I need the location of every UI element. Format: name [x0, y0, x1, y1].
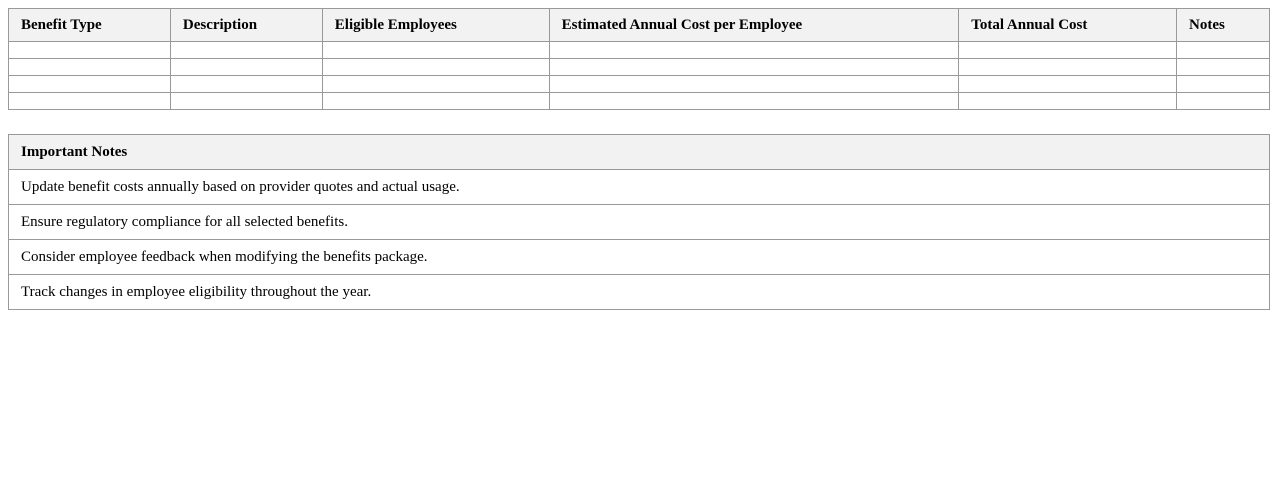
- note-text: Ensure regulatory compliance for all selected benefits.: [9, 205, 1270, 240]
- table-row: [9, 76, 1270, 93]
- table-row: [9, 42, 1270, 59]
- table-cell: [322, 42, 549, 59]
- table-cell: [959, 93, 1177, 110]
- table-cell: [322, 59, 549, 76]
- table-cell: [549, 76, 959, 93]
- table-cell: [549, 93, 959, 110]
- table-cell: [170, 59, 322, 76]
- important-notes-table: [8, 134, 1270, 310]
- table-cell: [9, 76, 171, 93]
- notes-heading: Important Notes: [9, 135, 1270, 170]
- header-cost-per-employee: Estimated Annual Cost per Employee: [549, 9, 959, 42]
- table-cell: [1177, 59, 1270, 76]
- table-cell: [1177, 93, 1270, 110]
- header-description: Description: [170, 9, 322, 42]
- note-text: Update benefit costs annually based on provider quotes and actual usage.: [9, 170, 1270, 205]
- table-cell: [549, 42, 959, 59]
- header-notes: Notes: [1177, 9, 1270, 42]
- table-row: [9, 93, 1270, 110]
- table-cell: [9, 93, 171, 110]
- table-cell: [9, 59, 171, 76]
- note-text: Consider employee feedback when modifying the benefits package.: [9, 240, 1270, 275]
- list-item: [9, 240, 1270, 275]
- table-cell: [9, 42, 171, 59]
- table-cell: [1177, 42, 1270, 59]
- table-cell: [170, 93, 322, 110]
- header-total-annual-cost: Total Annual Cost: [959, 9, 1177, 42]
- list-item: [9, 205, 1270, 240]
- header-benefit-type: Benefit Type: [9, 9, 171, 42]
- table-cell: [959, 59, 1177, 76]
- table-cell: [322, 76, 549, 93]
- benefits-table: [8, 8, 1270, 110]
- table-row: [9, 59, 1270, 76]
- table-cell: [1177, 76, 1270, 93]
- table-cell: [959, 76, 1177, 93]
- header-eligible-employees: Eligible Employees: [322, 9, 549, 42]
- note-text: Track changes in employee eligibility throughout the year.: [9, 275, 1270, 310]
- table-header-row: [9, 9, 1270, 42]
- table-cell: [959, 42, 1177, 59]
- list-item: [9, 275, 1270, 310]
- table-cell: [322, 93, 549, 110]
- notes-header-row: [9, 135, 1270, 170]
- table-cell: [549, 59, 959, 76]
- list-item: [9, 170, 1270, 205]
- table-cell: [170, 42, 322, 59]
- table-cell: [170, 76, 322, 93]
